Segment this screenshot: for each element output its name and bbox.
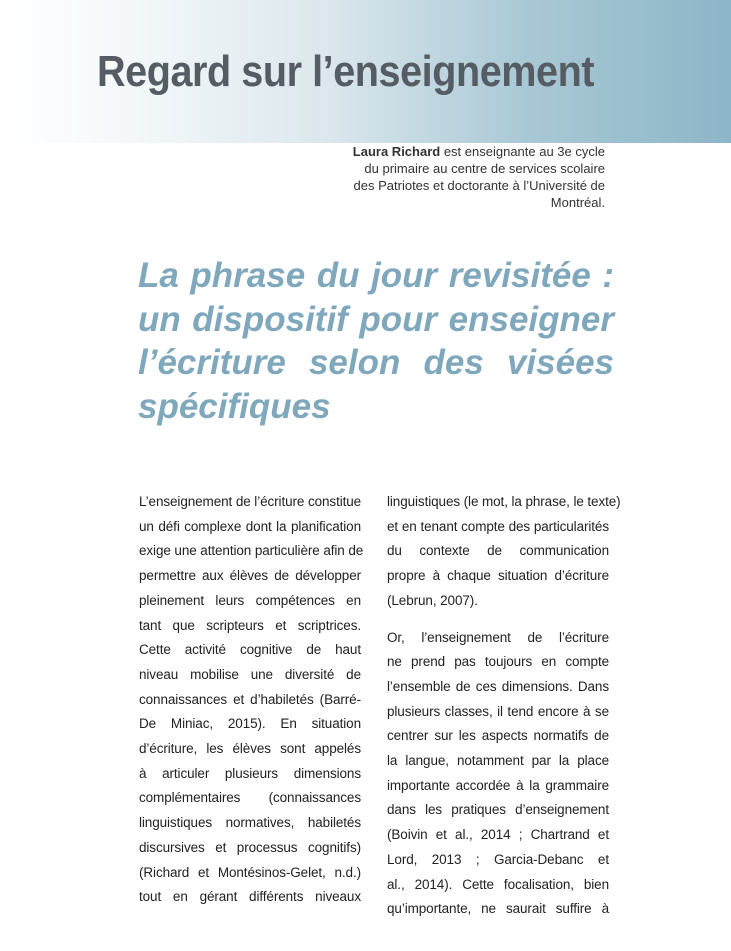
article-title-line: spécifiques (138, 386, 331, 426)
body-line: dans les pratiques d’enseignement (387, 802, 609, 818)
body-line: du contexte de communication (387, 543, 609, 559)
article-title-line: un dispositif pour enseigner (138, 299, 614, 339)
body-line: Lord, 2013 ; Garcia-Debanc et (387, 851, 609, 867)
author-bio-line: du primaire au centre de services scolaire (364, 161, 605, 176)
body-line: plusieurs classes, il tend encore à se (387, 703, 609, 719)
body-paragraph (387, 626, 609, 922)
body-line: ne prend pas toujours en compte (387, 654, 609, 670)
body-line: la langue, notamment par la place (387, 753, 609, 769)
body-line: al., 2014). Cette focalisation, bien (387, 876, 609, 892)
body-line: niveau mobilise une diversité de (139, 666, 361, 682)
body-column-right (387, 490, 621, 922)
body-line: linguistiques (le mot, la phrase, le texte) (387, 494, 621, 509)
body-line: un défi complexe dont la planification (139, 518, 361, 534)
article-title-line: l’écriture selon des visées (138, 343, 614, 382)
body-paragraph (387, 490, 621, 614)
body-line: permettre aux élèves de développer (139, 568, 361, 584)
body-line: et en tenant compte des particularités (387, 518, 609, 534)
body-line: propre à chaque situation d’écriture (387, 568, 609, 584)
body-line: (Richard et Montésinos-Gelet, n.d.) (139, 864, 361, 880)
body-line: d’écriture, les élèves sont appelés (139, 741, 361, 757)
body-line: qu’importante, ne saurait suffire à (387, 901, 609, 917)
body-column-left (139, 490, 364, 910)
body-line: complémentaires (connaissances (139, 790, 361, 806)
body-paragraph (139, 490, 364, 910)
body-line: l’ensemble de ces dimensions. Dans (387, 678, 609, 694)
author-bio-line: des Patriotes et doctorante à l’Université de (353, 178, 605, 193)
body-line: tant que scripteurs et scriptrices. (139, 617, 361, 633)
body-line: tout en gérant différents niveaux (139, 889, 361, 905)
author-bio-line: Montréal. (550, 195, 605, 210)
article-title (138, 254, 614, 428)
author-bio (325, 143, 605, 211)
article-title-line: La phrase du jour revisitée : (138, 256, 614, 295)
section-title: Regard sur l’enseignement (97, 47, 595, 96)
body-line: discursives et processus cognitifs) (139, 839, 361, 855)
body-line: pleinement leurs compétences en (139, 592, 361, 608)
body-line: Or, l’enseignement de l’écriture (387, 629, 609, 645)
body-line: Cette activité cognitive de haut (139, 642, 361, 658)
body-line: (Boivin et al., 2014 ; Chartrand et (387, 827, 609, 843)
author-name: Laura Richard (352, 144, 441, 159)
body-line: centrer sur les aspects normatifs de (387, 728, 609, 744)
body-line: De Miniac, 2015). En situation (139, 716, 361, 732)
author-bio-line: est enseignante au 3e cycle (440, 144, 605, 159)
body-line: L’enseignement de l’écriture constitue (139, 494, 362, 509)
body-line: à articuler plusieurs dimensions (139, 765, 361, 781)
body-line: (Lebrun, 2007). (387, 592, 478, 608)
body-line: linguistiques normatives, habiletés (139, 815, 361, 831)
body-line: exige une attention particulière afin de (139, 543, 364, 559)
body-line: importante accordée à la grammaire (387, 777, 609, 793)
body-line: connaissances et d’habiletés (Barré- (139, 691, 361, 707)
